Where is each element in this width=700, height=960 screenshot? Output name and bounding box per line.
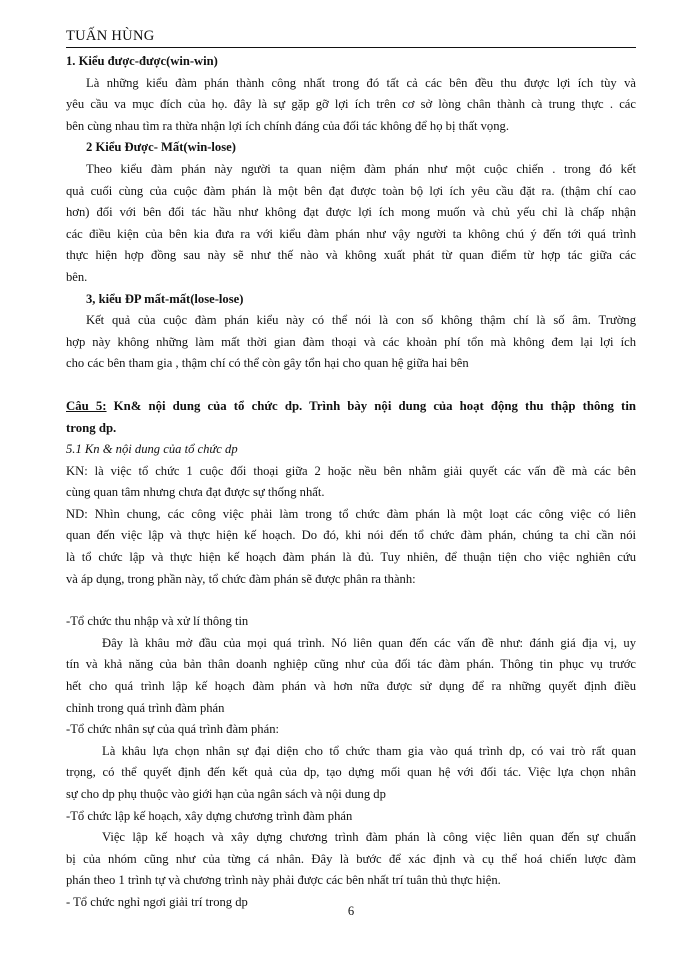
paragraph-line: các điều kiện của bên kia đưa ra với kiểu đàm phán như vậy người ta không chú ý đến tới quá trình bbox=[66, 226, 636, 241]
paragraph-line: quả cuối cùng của cuộc đàm phán là một bên đạt được toàn bộ lợi ích yêu cầu đặt ra. (thậm chí cao bbox=[66, 183, 636, 198]
list-item-title: -Tổ chức lập kế hoạch, xây dựng chương trình đàm phán bbox=[66, 808, 353, 823]
paragraph-line: sự cho dp phụ thuộc vào giới hạn của ngân sách và nội dung dp bbox=[66, 787, 386, 801]
paragraph-line: bên. bbox=[66, 269, 88, 284]
paragraph-line: bên cùng nhau tìm ra thừa nhận lợi ích chính đáng của đối tác không để họ bị thất vọng. bbox=[66, 118, 509, 133]
question-5-text: Kn& nội dung của tổ chức dp. Trình bày nội dung của hoạt động thu thập thông tin bbox=[106, 398, 636, 413]
paragraph-line: cùng quan tâm nhưng chưa đạt được sự thống nhất. bbox=[66, 485, 325, 500]
list-item-title: - Tổ chức nghỉ ngơi giải trí trong dp bbox=[66, 894, 248, 909]
paragraph-line: cho các bên tham gia , thậm chí có thể còn gây tổn hại cho quan hệ giữa hai bên bbox=[66, 356, 469, 371]
paragraph-line: Việc lập kế hoạch và xây dựng chương trình đàm phán là công việc liên quan đến sự chuẩn bbox=[102, 830, 636, 845]
paragraph-line: thực hiện hợp đồng sau này sẽ như thế nào và không xuất phát từ quan điểm từ hợp tác giữa các bbox=[66, 248, 636, 263]
section-title-win-lose: 2 Kiểu Được- Mất(win-lose) bbox=[86, 140, 236, 155]
paragraph-line: là tổ chức lập và thực hiện kế hoạch đàm phán là đủ. Tuy nhiên, để thuận tiện cho việc nghiên cứu bbox=[66, 550, 636, 565]
paragraph-line: hợp này không những làm mất thời gian đàm thoại và các khoản phí tổn mà không đem lại lợi ích bbox=[66, 334, 636, 349]
question-5-label: Câu 5: bbox=[66, 398, 107, 413]
paragraph-line: trọng, có thể quyết định đến kết quả của dp, tạo dựng mối quan hệ với đối tác. Việc lựa chọn nhân bbox=[66, 765, 636, 780]
section-title-lose-lose: 3, kiểu ĐP mất-mất(lose-lose) bbox=[86, 291, 244, 306]
subsection-5-1-title: 5.1 Kn & nội dung của tổ chức dp bbox=[66, 442, 238, 457]
paragraph-line: phán theo 1 trình tự và chương trình này phải được các bên nhất trí tuân thủ thực hiện. bbox=[66, 873, 501, 888]
paragraph-line: hết cho quá trình lập kế hoạch đàm phán và hơn nữa được sử dụng để ra những quyết định điều bbox=[66, 679, 636, 694]
question-5-heading-cont: trong dp. bbox=[66, 420, 117, 435]
paragraph-line: Đây là khâu mở đầu của mọi quá trình. Nó liên quan đến các vấn đề như: đánh giá địa vị, uy bbox=[102, 635, 636, 650]
paragraph-line: KN: là việc tổ chức 1 cuộc đối thoại giữa 2 hoặc nều bên nhằm giải quyết các vấn đề mà các bên bbox=[66, 463, 636, 478]
paragraph-line: chỉnh trong quá trình đàm phán bbox=[66, 700, 225, 715]
paragraph-line: Là những kiểu đàm phán thành công nhất trong đó tất cả các bên đều thu được lợi ích tùy và bbox=[86, 75, 636, 90]
paragraph-line: Theo kiểu đàm phán này người ta quan niệm đàm phán như một cuộc chiến . trong đó kết bbox=[86, 161, 636, 176]
list-item-title: -Tổ chức nhân sự của quá trình đàm phán: bbox=[66, 722, 279, 737]
section-title-win-win: 1. Kiểu được-được(win-win) bbox=[66, 54, 218, 68]
page-header: TUẤN HÙNG bbox=[66, 28, 636, 48]
paragraph-line: và áp dụng, trong phần này, tổ chức đàm phán sẽ được phân ra thành: bbox=[66, 571, 416, 586]
paragraph-line: ND: Nhìn chung, các công việc phải làm trong tổ chức đàm phán là một loạt các công việc có liên bbox=[66, 506, 636, 521]
page-number: 6 bbox=[347, 904, 355, 918]
paragraph-line: yêu cầu va mục đích của họ. đây là sự gặp gỡ lợi ích trên cơ sở lòng chân thành cà trung thực . các bbox=[66, 97, 636, 112]
spacer bbox=[66, 590, 636, 611]
paragraph-line: bị của nhóm cũng như của từng cá nhân. Đây là bước để xác định và cụ thể hoá chiến lược đàm bbox=[66, 851, 636, 866]
paragraph-line: Kết quả của cuộc đàm phán kiểu này có thể nói là con số không thậm chí là số âm. Trường bbox=[86, 313, 636, 328]
document-page bbox=[66, 28, 636, 928]
question-5-heading bbox=[66, 396, 636, 418]
spacer bbox=[66, 375, 636, 396]
paragraph-line: tín và khả năng của bản thân doanh nghiệp cũng như của đối tác đàm phán. Thông tin phục vụ trước bbox=[66, 657, 636, 672]
paragraph-line: Là khâu lựa chọn nhân sự đại diện cho tổ chức tham gia vào quá trình dp, có vai trò rất quan bbox=[102, 743, 636, 758]
list-item-title: -Tổ chức thu nhập và xử lí thông tin bbox=[66, 614, 249, 629]
paragraph-line: hơn) đối với bên đối tác hầu như không đạt được lợi ích mong muốn và chủ yếu chỉ là chấp nhận bbox=[66, 205, 636, 220]
paragraph-line: quan đến việc lập và thực hiện kế hoạch. Do đó, khi nói đến tổ chức đàm phán, chúng ta chỉ cần nói bbox=[66, 528, 636, 543]
